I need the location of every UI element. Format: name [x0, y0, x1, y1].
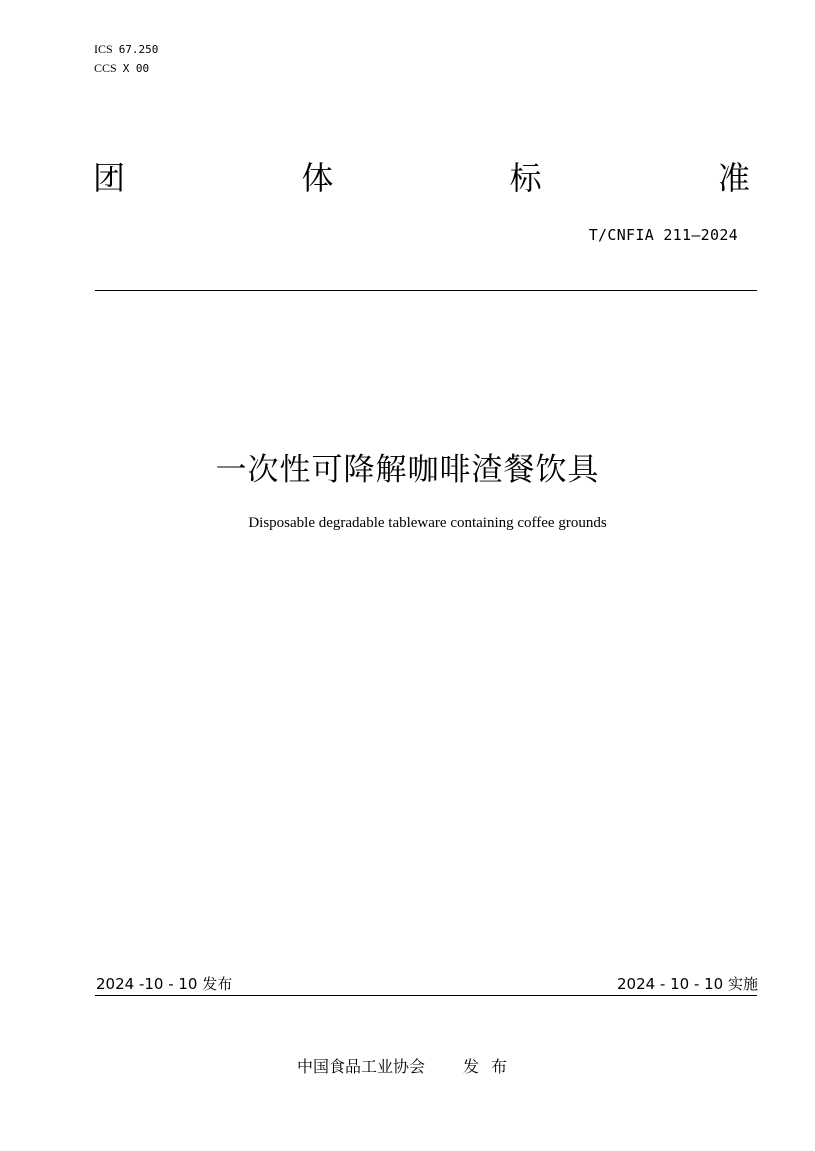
publisher-name: 中国食品工业协会 — [297, 1057, 426, 1076]
publish-action: 发布 — [463, 1057, 520, 1076]
issue-date: 2024 -10 - 10 发布 — [96, 975, 233, 993]
ics-value: 67.250 — [118, 43, 159, 56]
ccs-code — [94, 59, 158, 78]
standard-type-heading — [93, 158, 750, 198]
chinese-title: 一次性可降解咖啡渣餐饮具 — [215, 452, 600, 488]
publisher-line — [297, 1054, 519, 1077]
standard-type-char: 准 — [717, 159, 750, 197]
standard-number: T/CNFIA 211—2024 — [588, 226, 738, 244]
bottom-divider — [95, 995, 757, 996]
ics-code — [94, 40, 158, 59]
standard-type-char: 体 — [301, 159, 334, 197]
english-title: Disposable degradable tableware containing coffee grounds — [248, 515, 607, 531]
ics-label: ICS — [94, 42, 113, 56]
standard-type-char: 团 — [93, 159, 126, 197]
classification-codes — [94, 40, 158, 78]
standard-type-char: 标 — [509, 159, 542, 197]
top-divider — [95, 290, 757, 291]
ccs-label: CCS — [94, 61, 117, 75]
implementation-date: 2024 - 10 - 10 实施 — [616, 975, 758, 993]
ccs-value: X 00 — [122, 62, 150, 75]
